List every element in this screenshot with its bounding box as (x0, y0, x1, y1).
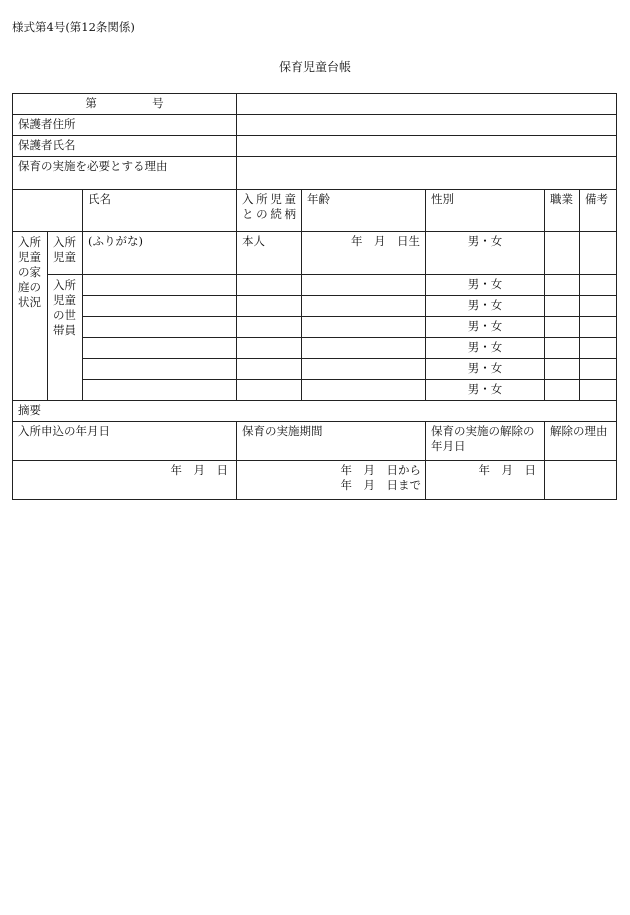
bottom-value-row (13, 461, 617, 500)
household-name-cell[interactable] (83, 296, 237, 317)
care-reason-row (13, 157, 617, 190)
household-row (13, 359, 617, 380)
bottom-header-row (13, 422, 617, 461)
form-number: 様式第4号(第12条関係) (12, 20, 135, 34)
household-sex-cell[interactable]: 男・女 (426, 296, 545, 317)
termination-date-value[interactable]: 年 月 日 (426, 461, 545, 500)
household-age-cell[interactable] (302, 296, 426, 317)
period-header: 保育の実施期間 (237, 422, 426, 461)
household-occupation-cell[interactable] (545, 380, 580, 401)
household-remarks-cell[interactable] (580, 380, 617, 401)
guardian-address-value[interactable] (237, 115, 617, 136)
document-title: 保育児童台帳 (278, 60, 351, 74)
guardian-name-label: 保護者氏名 (13, 136, 237, 157)
period-from: 年 月 日から (340, 463, 422, 477)
household-sex-cell[interactable]: 男・女 (426, 338, 545, 359)
household-remarks-cell[interactable] (580, 338, 617, 359)
guardian-name-value[interactable] (237, 136, 617, 157)
child-name-cell[interactable]: (ふりがな) (83, 232, 237, 275)
household-label: 入所児童の世帯員 (48, 275, 83, 401)
household-occupation-cell[interactable] (545, 338, 580, 359)
childcare-ledger-table (12, 93, 617, 500)
child-birthdate-cell[interactable]: 年 月 日生 (302, 232, 426, 275)
number-row (13, 94, 617, 115)
family-header-row (13, 190, 617, 232)
household-age-cell[interactable] (302, 338, 426, 359)
number-label-go: 号 (152, 96, 164, 110)
header-occupation: 職業 (545, 190, 580, 232)
family-status-label: 入所児童の家庭の状況 (13, 232, 48, 401)
household-age-cell[interactable] (302, 317, 426, 338)
household-remarks-cell[interactable] (580, 296, 617, 317)
household-name-cell[interactable] (83, 380, 237, 401)
guardian-name-row (13, 136, 617, 157)
household-row (13, 380, 617, 401)
guardian-address-label: 保護者住所 (13, 115, 237, 136)
number-label-dai: 第 (85, 96, 97, 110)
household-age-cell[interactable] (302, 380, 426, 401)
household-relation-cell[interactable] (237, 380, 302, 401)
household-name-cell[interactable] (83, 338, 237, 359)
number-value-cell[interactable] (237, 94, 617, 115)
family-header-blank (13, 190, 83, 232)
child-remarks-cell[interactable] (580, 232, 617, 275)
application-date-header: 入所申込の年月日 (13, 422, 237, 461)
household-age-cell[interactable] (302, 359, 426, 380)
child-label: 入所児童 (48, 232, 83, 275)
period-to: 年 月 日まで (340, 478, 422, 492)
summary-row (13, 401, 617, 422)
household-row (13, 338, 617, 359)
header-name: 氏名 (83, 190, 237, 232)
summary-label: 摘要 (13, 401, 617, 422)
termination-date-header: 保育の実施の解除の年月日 (426, 422, 545, 461)
care-reason-label: 保育の実施を必要とする理由 (13, 157, 237, 190)
household-name-cell[interactable] (83, 275, 237, 296)
guardian-address-row (13, 115, 617, 136)
household-sex-cell[interactable]: 男・女 (426, 275, 545, 296)
child-sex-cell[interactable]: 男・女 (426, 232, 545, 275)
household-row (13, 275, 617, 296)
household-remarks-cell[interactable] (580, 317, 617, 338)
header-relation: 入所児童との続柄 (237, 190, 302, 232)
child-row (13, 232, 617, 275)
household-remarks-cell[interactable] (580, 359, 617, 380)
household-relation-cell[interactable] (237, 359, 302, 380)
household-sex-cell[interactable]: 男・女 (426, 380, 545, 401)
household-remarks-cell[interactable] (580, 275, 617, 296)
household-relation-cell[interactable] (237, 317, 302, 338)
household-occupation-cell[interactable] (545, 317, 580, 338)
number-label-cell (13, 94, 237, 115)
household-relation-cell[interactable] (237, 338, 302, 359)
household-name-cell[interactable] (83, 317, 237, 338)
header-age: 年齢 (302, 190, 426, 232)
child-occupation-cell[interactable] (545, 232, 580, 275)
household-age-cell[interactable] (302, 275, 426, 296)
household-occupation-cell[interactable] (545, 275, 580, 296)
header-remarks: 備考 (580, 190, 617, 232)
household-sex-cell[interactable]: 男・女 (426, 317, 545, 338)
header-sex: 性別 (426, 190, 545, 232)
child-relation-cell[interactable]: 本人 (237, 232, 302, 275)
household-occupation-cell[interactable] (545, 359, 580, 380)
household-name-cell[interactable] (83, 359, 237, 380)
household-sex-cell[interactable]: 男・女 (426, 359, 545, 380)
termination-reason-header: 解除の理由 (545, 422, 617, 461)
household-relation-cell[interactable] (237, 275, 302, 296)
household-relation-cell[interactable] (237, 296, 302, 317)
termination-reason-value[interactable] (545, 461, 617, 500)
household-row (13, 296, 617, 317)
application-date-value[interactable]: 年 月 日 (13, 461, 237, 500)
household-occupation-cell[interactable] (545, 296, 580, 317)
period-value[interactable] (237, 461, 426, 500)
household-row (13, 317, 617, 338)
care-reason-value[interactable] (237, 157, 617, 190)
